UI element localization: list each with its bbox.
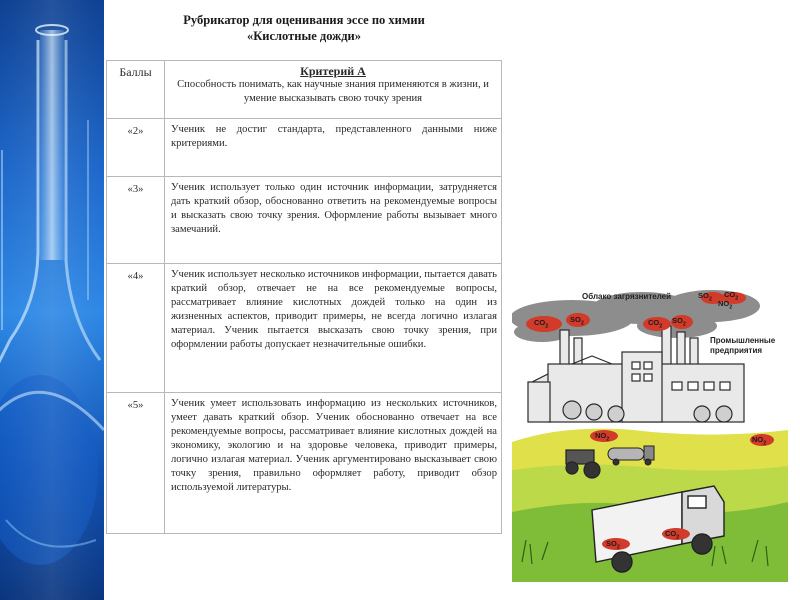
cloud-label: Облако загрязнителей bbox=[582, 292, 672, 301]
score-value: «2» bbox=[127, 126, 144, 137]
no2-formula: $NO_2$ bbox=[718, 299, 733, 311]
so2-formula: $SO_2$ bbox=[570, 315, 584, 327]
co2-formula: $CO_2$ bbox=[665, 529, 680, 541]
rubric-table bbox=[106, 60, 502, 534]
table-row bbox=[107, 264, 502, 393]
table-row bbox=[107, 393, 502, 534]
table-row bbox=[107, 177, 502, 264]
score-column-header: Баллы bbox=[107, 61, 165, 119]
document-title bbox=[104, 12, 504, 44]
criteria-text: Ученик использует только один источник информации, затрудняется дать краткий обзор, обоснованно ответить на рекомендуемые вопросы и высказать свою точку зрения. Оформление работы вызывает много замечаний. bbox=[165, 177, 502, 264]
criterion-header bbox=[165, 61, 502, 119]
score-cell bbox=[107, 264, 165, 393]
title-line-2: «Кислотные дожди» bbox=[246, 29, 362, 43]
criteria-text: Ученик умеет использовать информацию из нескольких источников, умеет давать краткий обзор. Ученик обоснованно отвечает на все рекомендуемые вопросы, рассматривает влияние кислотных дождей на экономику, экологию и на здоровье человека, приводит примеры, логично излагая материал. Ученик аргументировано высказывает свою точку зрения, правильно оформляет работу, приводит обзор используемой литературы. bbox=[165, 393, 502, 534]
table-row bbox=[107, 119, 502, 177]
score-value: «4» bbox=[127, 271, 144, 282]
no2-formula: $NO_2$ bbox=[752, 435, 767, 447]
score-cell bbox=[107, 393, 165, 534]
criterion-title: Критерий А bbox=[300, 64, 366, 78]
score-cell bbox=[107, 177, 165, 264]
rubric-document bbox=[104, 0, 504, 533]
no2-formula: $NO_2$ bbox=[595, 431, 610, 443]
so2-formula: $SO_2$ bbox=[606, 539, 620, 551]
criterion-description: Способность понимать, как научные знания применяются в жизни, и умение высказывать свою точку зрения bbox=[177, 79, 489, 104]
table-header-row bbox=[107, 61, 502, 119]
so2-formula: $SO_2$ bbox=[672, 316, 686, 328]
score-value: «5» bbox=[127, 400, 144, 411]
title-line-1: Рубрикатор для оценивания эссе по химии bbox=[183, 13, 425, 27]
criteria-text: Ученик использует несколько источников информации, пытается давать краткий обзор, отвечает не на все рекомендуемые вопросы, рассматривает влияние кислотных дождей только на один из жизненных аспектов, приводит примеры, не всегда логично излагая материал. Ученик пытается высказать свою точку зрения, при оформлении работы допускает незначительные ошибки. bbox=[165, 264, 502, 393]
criteria-text: Ученик не достиг стандарта, представленного данными ниже критериями. bbox=[165, 119, 502, 177]
industry-label: Промышленные предприятия bbox=[710, 336, 776, 355]
co2-formula: $CO_2$ bbox=[648, 318, 663, 330]
score-value: «3» bbox=[127, 184, 144, 195]
co2-formula: $CO_2$ bbox=[534, 318, 549, 330]
so2-formula: $SO_2$ bbox=[698, 291, 712, 303]
acid-rain-illustration bbox=[512, 282, 788, 582]
co2-formula: $CO_2$ bbox=[724, 290, 739, 302]
lab-glassware-photo bbox=[0, 0, 104, 600]
score-cell bbox=[107, 119, 165, 177]
